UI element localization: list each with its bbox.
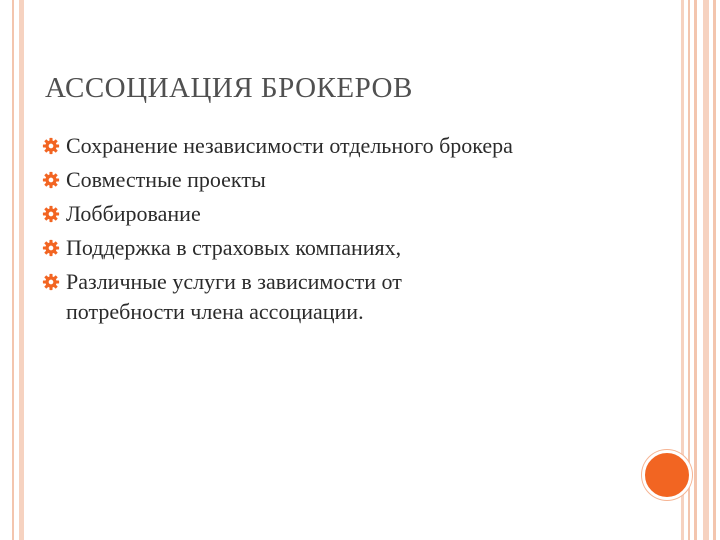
gear-icon <box>42 205 60 223</box>
bullet-item <box>42 165 652 195</box>
gear-icon <box>42 239 60 257</box>
bullet-text: Поддержка в страховых компаниях, <box>66 235 402 260</box>
bullet-item <box>42 233 652 263</box>
bullet-item <box>42 199 652 229</box>
slide-title: АССОЦИАЦИЯ БРОКЕРОВ <box>45 72 413 104</box>
left-decorative-border <box>0 0 28 540</box>
bullet-list <box>42 131 652 331</box>
bullet-text: Совместные проекты <box>66 167 266 192</box>
decorative-circle <box>642 450 692 500</box>
gear-icon <box>42 273 60 291</box>
bullet-text: Различные услуги в зависимости от потребности члена ассоциации. <box>66 269 402 324</box>
bullet-item <box>42 267 496 327</box>
bullet-item <box>42 131 652 161</box>
bullet-text: Лоббирование <box>66 201 201 226</box>
gear-icon <box>42 137 60 155</box>
gear-icon <box>42 171 60 189</box>
bullet-text: Сохранение независимости отдельного брокера <box>66 133 513 158</box>
